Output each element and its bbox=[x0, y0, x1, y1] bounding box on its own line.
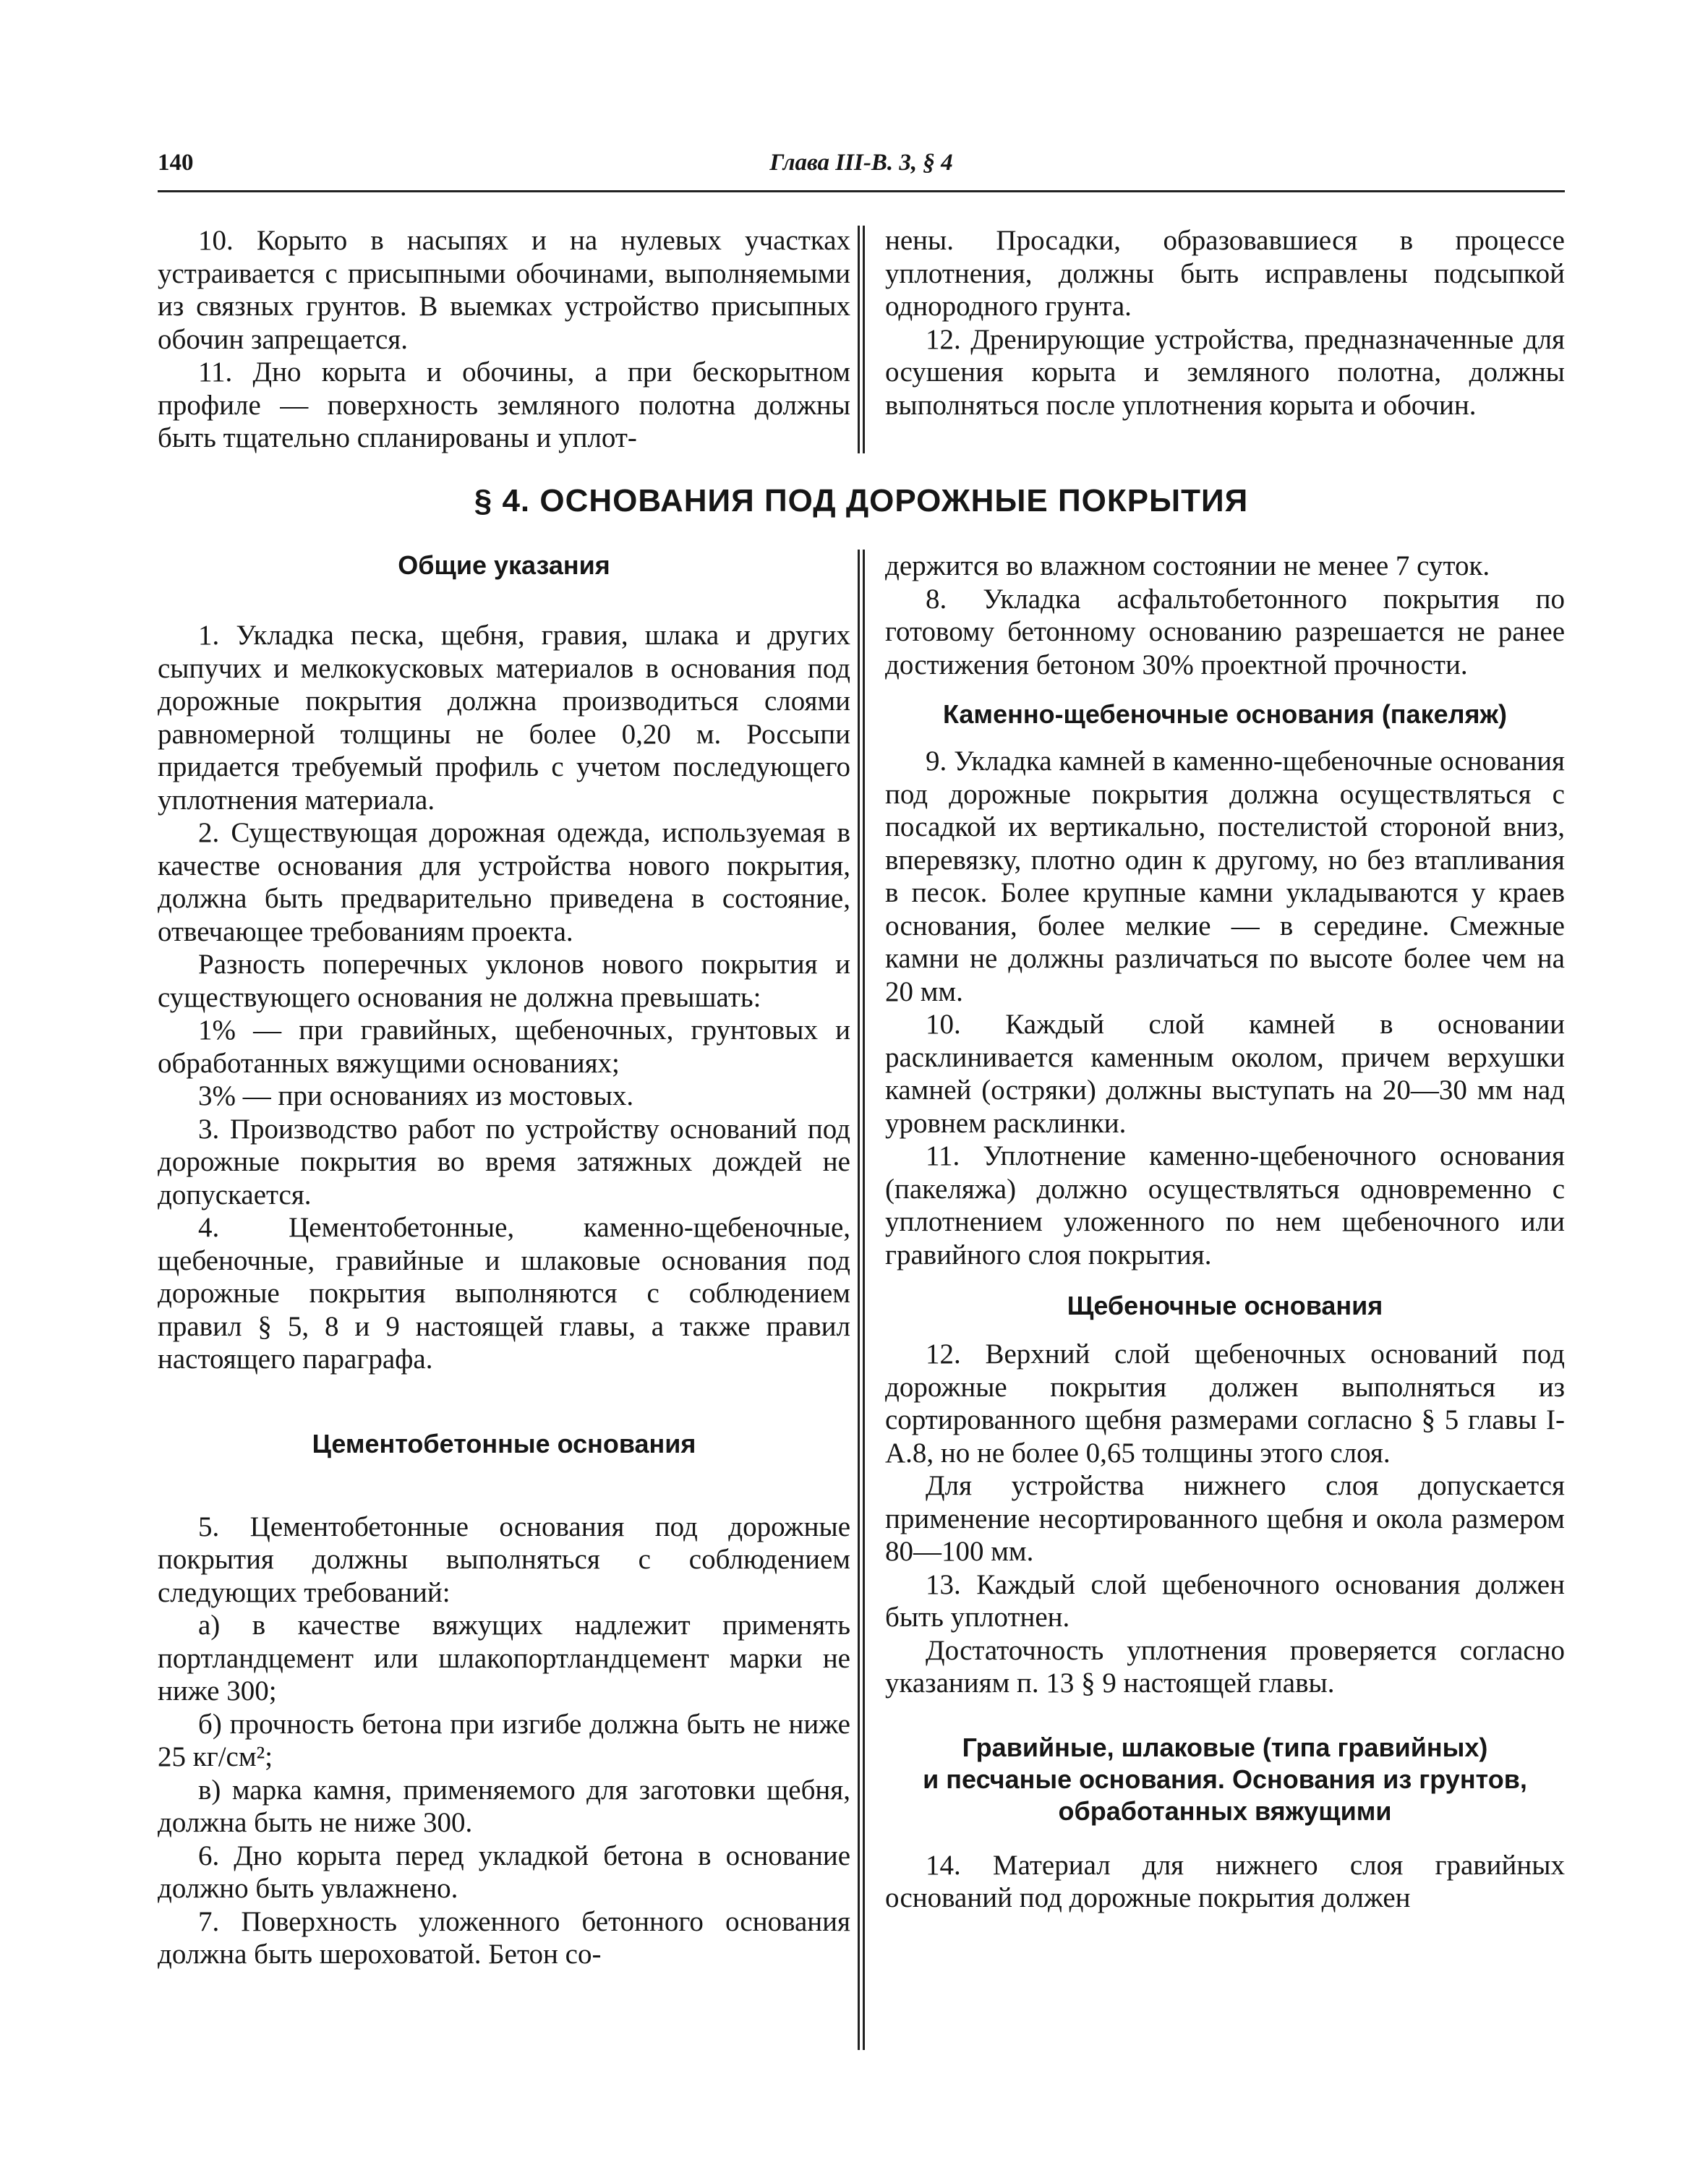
paragraph: 1. Укладка песка, щебня, гравия, шлака и других сыпучих и мелкокусковых материалов в основания под дорожные покрытия должна производиться слоями равномерной толщины не более 0,20 м. Россыпи придается требуемый профиль с учетом последующего уплотнения материала. bbox=[158, 620, 850, 816]
paragraph: в) марка камня, применяемого для заготовки щебня, должна быть не ниже 300. bbox=[158, 1774, 850, 1838]
column-divider bbox=[858, 226, 865, 453]
paragraph: Достаточность уплотнения проверяется согласно указаниям п. 13 § 9 настоящей главы. bbox=[885, 1634, 1565, 1699]
paragraph: 1% — при гравийных, щебеночных, грунтовых и обработанных вяжущими основаниях; bbox=[158, 1015, 850, 1079]
subheading-block bbox=[885, 1732, 1565, 1827]
top-left-column bbox=[158, 224, 850, 455]
subheading: Щебеночные основания bbox=[1067, 1291, 1383, 1320]
subheading-line: обработанных вяжущими bbox=[1058, 1795, 1392, 1826]
section-title: § 4. ОСНОВАНИЯ ПОД ДОРОЖНЫЕ ПОКРЫТИЯ bbox=[474, 483, 1249, 518]
paragraph: 3. Производство работ по устройству оснований под дорожные покрытия во время затяжных дождей не допускается. bbox=[158, 1113, 850, 1210]
paragraph: 11. Уплотнение каменно-щебеночного основания (пакеляжа) должно осуществляться одновременно с уплотнением уложенного по нем щебеночного или гравийного слоя покрытия. bbox=[885, 1140, 1565, 1270]
paragraph: 12. Дренирующие устройства, предназначенные для осушения корыта и земляного полотна, должны выполняться после уплотнения корыта и обочин. bbox=[885, 323, 1565, 421]
right-column bbox=[885, 550, 1565, 1915]
subheading: Цементобетонные основания bbox=[312, 1428, 696, 1459]
page-header bbox=[158, 150, 1565, 193]
top-right-column bbox=[885, 224, 1565, 422]
paragraph: а) в качестве вяжущих надлежит применять портландцемент или шлакопортландцемент марки не ниже 300; bbox=[158, 1610, 850, 1707]
paragraph: 14. Материал для нижнего слоя гравийных оснований под дорожные покрытия должен bbox=[885, 1849, 1565, 1913]
paragraph: 13. Каждый слой щебеночного основания должен быть уплотнен. bbox=[885, 1568, 1565, 1633]
header-rule bbox=[158, 190, 1565, 192]
paragraph: 11. Дно корыта и обочины, а при бескорытном профиле — поверхность земляного полотна должны быть тщательно спланированы и уплот- bbox=[158, 356, 850, 453]
paragraph: 8. Укладка асфальтобетонного покрытия по готовому бетонному основанию разрешается не ранее достижения бетоном 30% проектной прочности. bbox=[885, 583, 1565, 680]
paragraph: 10. Каждый слой камней в основании расклинивается каменным околом, причем верхушки камней (остряки) должны выступать на 20—30 мм над уровнем расклинки. bbox=[885, 1009, 1565, 1139]
paragraph: 2. Существующая дорожная одежда, используемая в качестве основания для устройства нового покрытия, должна быть предварительно приведена в состояние, отвечающее требованиям проекта. bbox=[158, 817, 850, 947]
paragraph: держится во влажном состоянии не менее 7 суток. bbox=[885, 550, 1490, 581]
paragraph: б) прочность бетона при изгибе должна быть не ниже 25 кг/см²; bbox=[158, 1708, 850, 1772]
page-number: 140 bbox=[158, 150, 194, 176]
subheading-line: и песчаные основания. Основания из грунтов, bbox=[923, 1764, 1527, 1794]
paragraph: 5. Цементобетонные основания под дорожные покрытия должны выполняться с соблюдением следующих требований: bbox=[158, 1511, 850, 1608]
subheading: Общие указания bbox=[398, 550, 610, 580]
paragraph: 6. Дно корыта перед укладкой бетона в основание должно быть увлажнено. bbox=[158, 1840, 850, 1904]
paragraph: 3% — при основаниях из мостовых. bbox=[198, 1080, 634, 1111]
paragraph: Для устройства нижнего слоя допускается применение несортированного щебня и окола размером 80—100 мм. bbox=[885, 1470, 1565, 1567]
subheading: Каменно-щебеночные основания (пакеляж) bbox=[943, 699, 1507, 729]
running-title: Глава III-В. 3, § 4 bbox=[769, 150, 953, 176]
left-column bbox=[158, 550, 850, 1971]
paragraph: 7. Поверхность уложенного бетонного основания должна быть шероховатой. Бетон со- bbox=[158, 1905, 850, 1970]
paragraph: 10. Корыто в насыпях и на нулевых участках устраивается с присыпными обочинами, выполняемыми из связных грунтов. В выемках устройство присыпных обочин запрещается. bbox=[158, 225, 850, 355]
paragraph: 9. Укладка камней в каменно-щебеночные основания под дорожные покрытия должна осуществляться с посадкой их вертикально, постелистой стороной вниз, вперевязку, плотно один к другому, но без втапливания в песок. Более крупные камни укладываются у краев основания, более мелкие — в середине. Смежные камни не должны различаться по высоте более чем на 20 мм. bbox=[885, 746, 1565, 1007]
paragraph: 4. Цементобетонные, каменно-щебеночные, щебеночные, гравийные и шлаковые основания под дорожные покрытия выполняются с соблюдением правил § 5, 8 и 9 настоящей главы, а также правил настоящего параграфа. bbox=[158, 1212, 850, 1375]
paragraph: нены. Просадки, образовавшиеся в процессе уплотнения, должны быть исправлены подсыпкой однородного грунта. bbox=[885, 225, 1565, 322]
paragraph: 12. Верхний слой щебеночных оснований под дорожные покрытия должен выполняться из сортированного щебня размерами согласно § 5 главы I-А.8, но не более 0,65 толщины этого слоя. bbox=[885, 1338, 1565, 1469]
column-divider bbox=[858, 550, 865, 2050]
subheading-line: Гравийные, шлаковые (типа гравийных) bbox=[962, 1732, 1488, 1762]
paragraph: Разность поперечных уклонов нового покрытия и существующего основания не должна превышать: bbox=[158, 949, 850, 1013]
